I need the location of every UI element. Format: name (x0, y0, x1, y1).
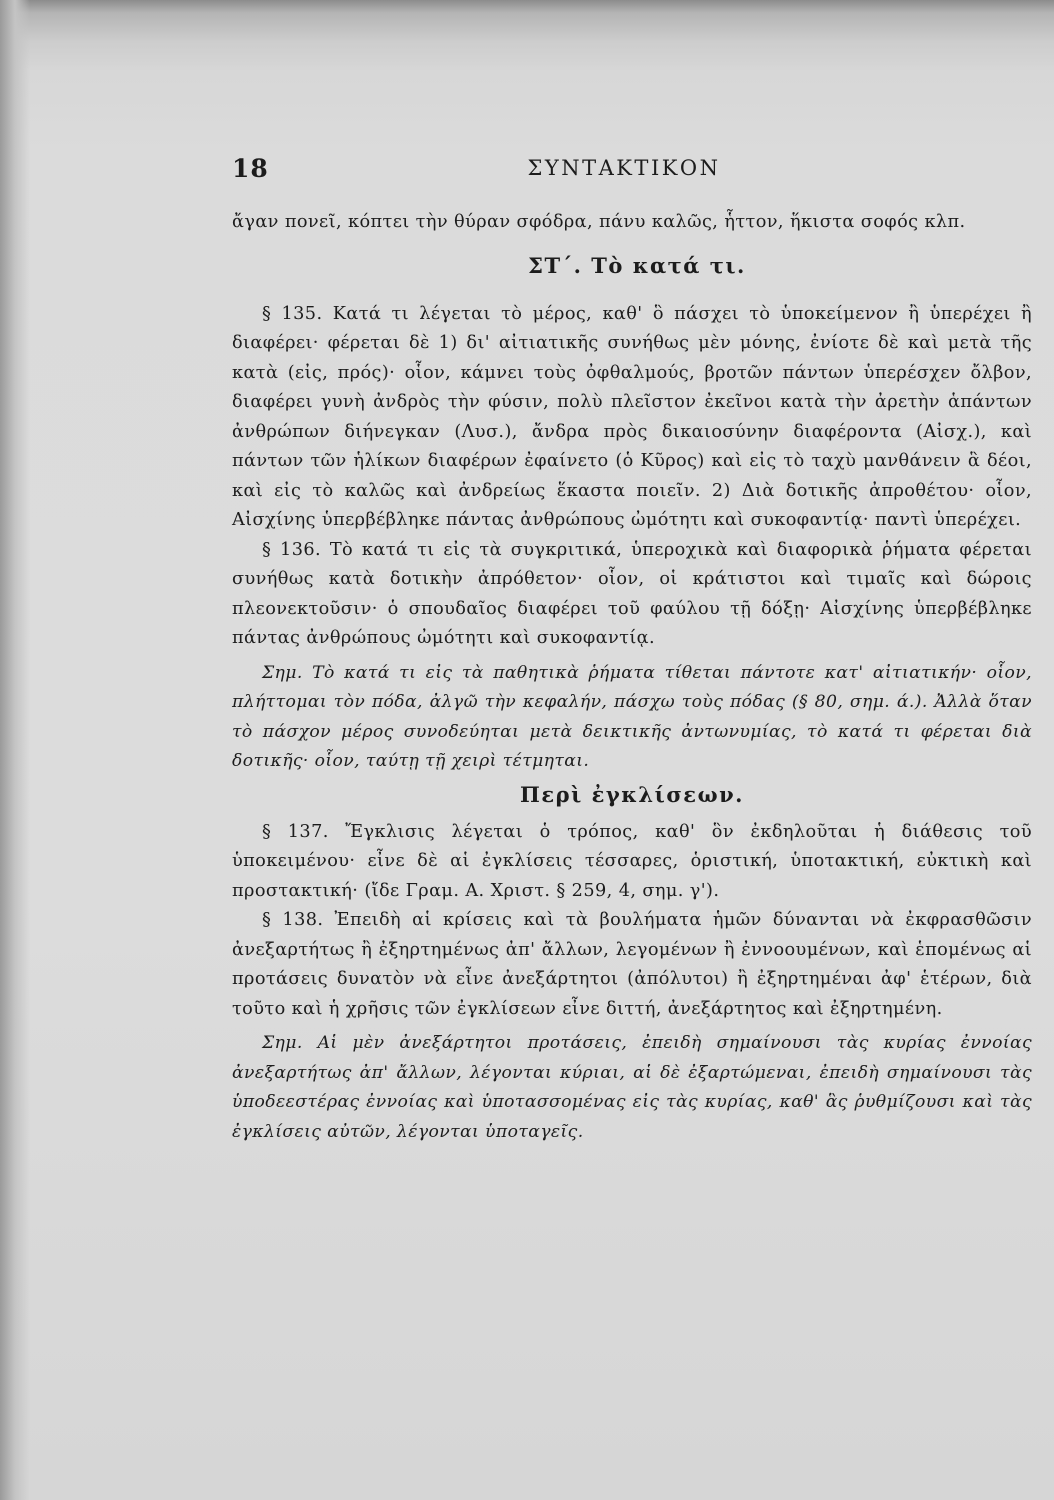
paragraph-135: § 135. Κατά τι λέγεται τὸ μέρος, καθ' ὃ πάσχει τὸ ὑποκείμενον ἢ ὑπερέχει ἢ διαφέρει· φέρεται δὲ 1) δι' αἰτιατικῆς συνήθως μὲν μόνης, ἐνίοτε δὲ καὶ μετὰ τῆς κατὰ (εἰς, πρός)· οἷον, κάμνει τοὺς ὀφθαλμούς, βροτῶν πάντων ὑπερέσχεν ὄλβον, διαφέρει γυνὴ ἀνδρὸς τὴν φύσιν, πολὺ πλεῖστον ἐκεῖνοι κατὰ τὴν ἀρετὴν ἁπάντων ἀνθρώπων διήνεγκαν (Λυσ.), ἄνδρα πρὸς δικαιοσύνην διαφέροντα (Αἰσχ.), καὶ πάντων τῶν ἡλίκων διαφέρων ἐφαίνετο (ὁ Κῦρος) καὶ εἰς τὸ ταχὺ μανθάνειν ἃ δέοι, καὶ εἰς τὸ καλῶς καὶ ἀνδρείως ἕκαστα ποιεῖν. 2) Διὰ δοτικῆς ἀπροθέτου· οἷον, Αἰσχίνης ὑπερβέβληκε πάντας ἀνθρώπους ὠμότητι καὶ συκοφαντίᾳ· παντὶ ὑπερέχει. (232, 303, 1032, 530)
running-title: ΣΥΝΤΑΚΤΙΚΟΝ (527, 156, 721, 180)
paragraph-137: § 137. Ἔγκλισις λέγεται ὁ τρόπος, καθ' ὃν ἐκδηλοῦται ἡ διάθεσις τοῦ ὑποκειμένου· εἶνε δὲ αἱ ἐγκλίσεις τέσσαρες, ὁριστική, ὑποτακτική, εὐκτικὴ καὶ προστακτική· (ἴδε Γραμ. Α. Χριστ. § 259, 4, σημ. γ'). (232, 821, 1032, 901)
section-heading-kata-ti: ΣΤ΄. Τὸ κατά τι. (528, 252, 746, 278)
paragraph-138: § 138. Ἐπειδὴ αἱ κρίσεις καὶ τὰ βουλήματα ἡμῶν δύνανται νὰ ἐκφρασθῶσιν ἀνεξαρτήτως ἢ ἐξηρτημένως ἀπ' ἄλλων, λεγομένων ἢ ἐννοουμένων, καὶ ἑπομένως αἱ προτάσεις δυνατὸν νὰ εἶνε ἀνεξάρτητοι (ἀπόλυτοι) ἢ ἐξηρτημέναι ἀφ' ἑτέρων, διὰ τοῦτο καὶ ἡ χρῆσις τῶν ἐγκλίσεων εἶνε διττή, ἀνεξάρτητος καὶ ἐξηρτημένη. (232, 910, 1032, 1019)
paragraph-136: § 136. Τὸ κατά τι εἰς τὰ συγκριτικά, ὑπεροχικὰ καὶ διαφορικὰ ῥήματα φέρεται συνήθως κατὰ δοτικὴν ἀπρόθετον· οἷον, οἱ κράτιστοι καὶ τιμαῖς καὶ δώροις πλεονεκτοῦσιν· ὁ σπουδαῖος διαφέρει τοῦ φαύλου τῇ δόξῃ· Αἰσχίνης ὑπερβέβληκε πάντας ἀνθρώπους ὠμότητι καὶ συκοφαντίᾳ. (232, 539, 1032, 648)
scan-left-edge (0, 0, 30, 1500)
page-number: 18 (232, 154, 269, 183)
intro-paragraph: ἄγαν πονεῖ, κόπτει τὴν θύραν σφόδρα, πάνυ καλῶς, ἧττον, ἥκιστα σοφός κλπ. (232, 212, 966, 232)
note-paragraph-1: Σημ. Τὸ κατά τι εἰς τὰ παθητικὰ ῥήματα τίθεται πάντοτε κατ' αἰτιατικήν· οἷον, πλήττομαι τὸν πόδα, ἀλγῶ τὴν κεφαλήν, πάσχω τοὺς πόδας (§ 80, σημ. ά.). Ἀλλὰ ὅταν τὸ πάσχον μέρος συνοδεύηται μετὰ δεικτικῆς ἀντωνυμίας, τὸ κατά τι φέρεται διὰ δοτικῆς· οἷον, ταύτῃ τῇ χειρὶ τέτμηται. (232, 662, 1032, 771)
note-paragraph-2: Σημ. Αἱ μὲν ἀνεξάρτητοι προτάσεις, ἐπειδὴ σημαίνουσι τὰς κυρίας ἐννοίας ἀνεξαρτήτως ἀπ' ἄλλων, λέγονται κύριαι, αἱ δὲ ἐξαρτώμεναι, ἐπειδὴ σημαίνουσι τὰς ὑποδεεστέρας ἐννοίας καὶ ὑποτασσομένας εἰς τὰς κυρίας, καθ' ἃς ῥυθμίζουσι καὶ τὰς ἐγκλίσεις αὐτῶν, λέγονται ὑποταγεῖς. (232, 1033, 1032, 1142)
page-body (232, 208, 1032, 1147)
page-header (232, 154, 1016, 194)
scan-top-edge (0, 0, 1054, 70)
section-heading-enklisis: Περὶ ἐγκλίσεων. (520, 781, 744, 807)
